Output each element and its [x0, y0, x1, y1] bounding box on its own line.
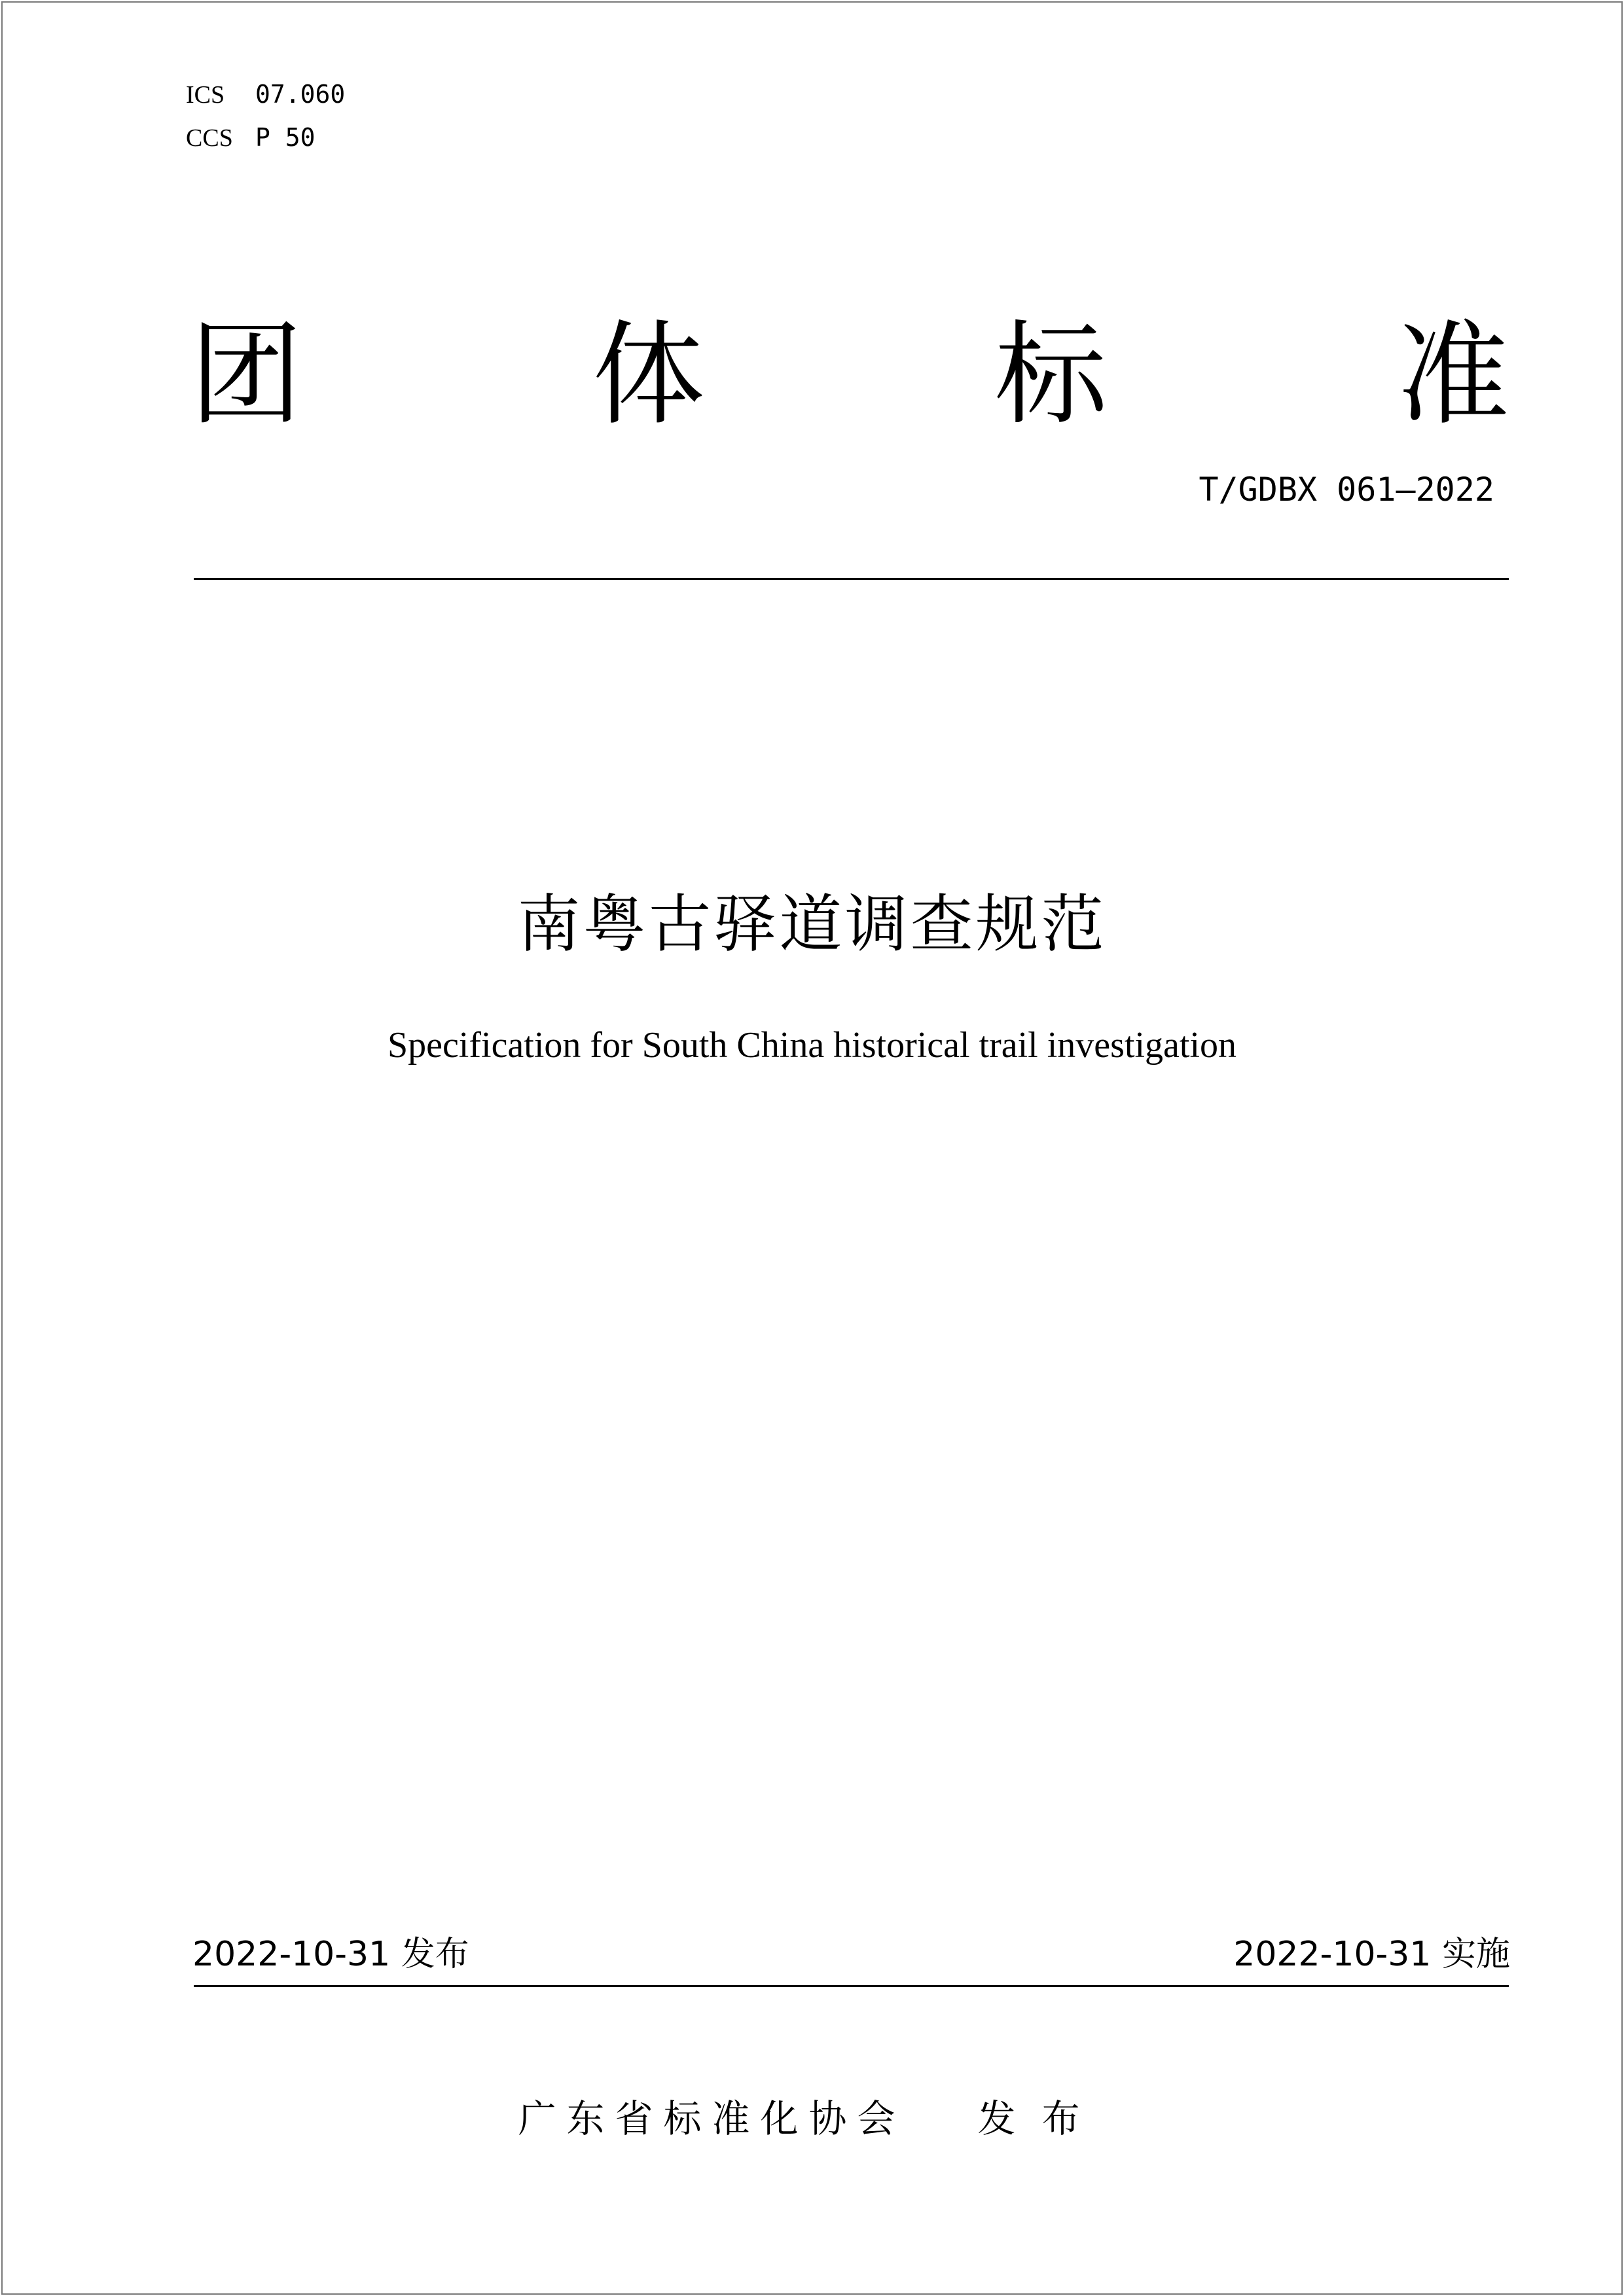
- ccs-label: CCS: [186, 124, 233, 152]
- ics-code: [186, 80, 345, 109]
- publisher-name: 广东省标准化协会: [518, 2096, 906, 2141]
- top-divider: [194, 578, 1509, 580]
- ics-value: 07.060: [255, 80, 346, 109]
- implementation-date: 2022-10-31 实施: [1233, 1935, 1510, 1974]
- document-title-cn: 南粤古驿道调查规范: [517, 888, 1107, 961]
- heading-char: 体: [592, 309, 705, 440]
- ccs-value: P 50: [255, 123, 316, 152]
- ccs-code: [186, 123, 316, 152]
- standard-type-heading: [190, 309, 1509, 440]
- heading-char: 标: [994, 309, 1108, 440]
- heading-char: 团: [190, 309, 302, 440]
- document-title-en: Specification for South China historical trail investigation: [387, 1025, 1237, 1066]
- publisher-action: 发布: [977, 2096, 1106, 2141]
- ics-label: ICS: [186, 81, 225, 109]
- standard-number: T/GDBX 061—2022: [1199, 471, 1494, 509]
- publisher-line: [0, 2096, 1624, 2142]
- issue-date: 2022-10-31 发布: [192, 1935, 469, 1974]
- heading-char: 准: [1396, 309, 1509, 440]
- bottom-divider: [194, 1985, 1509, 1987]
